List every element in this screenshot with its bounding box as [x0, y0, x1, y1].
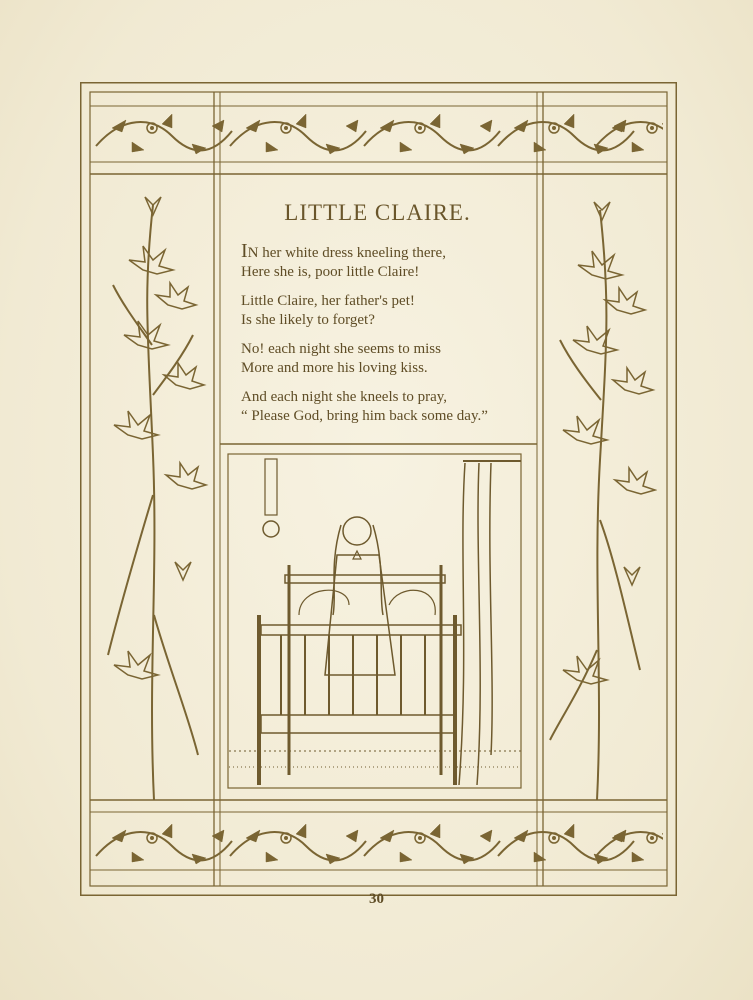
poem-title: LITTLE CLAIRE. — [284, 200, 471, 225]
poem-line: Little Claire, her father's pet! — [241, 293, 415, 309]
poem-body — [241, 242, 531, 436]
poem-line: Here she is, poor little Claire! — [241, 264, 420, 280]
page-number: 30 — [369, 891, 384, 907]
stanza-2 — [241, 292, 531, 330]
poem-line: And each night she kneels to pray, — [241, 389, 448, 405]
bottom-vine-border — [92, 816, 663, 872]
poem-line: IN her white dress kneeling there, — [241, 240, 446, 262]
stanza-3 — [241, 340, 531, 378]
poem-line: No! each night she seems to miss — [241, 341, 441, 357]
stanza-1 — [241, 242, 531, 282]
poem-line: More and more his loving kiss. — [241, 360, 428, 376]
left-lily-illustration — [98, 195, 210, 805]
drop-cap: I — [241, 240, 248, 262]
girl-praying-illustration — [229, 455, 521, 788]
poem-line: “ Please God, bring him back some day.” — [241, 408, 488, 424]
stanza-4 — [241, 388, 531, 426]
poem-line: Is she likely to forget? — [241, 312, 375, 328]
right-lily-illustration — [545, 200, 657, 805]
top-vine-border — [92, 106, 663, 162]
